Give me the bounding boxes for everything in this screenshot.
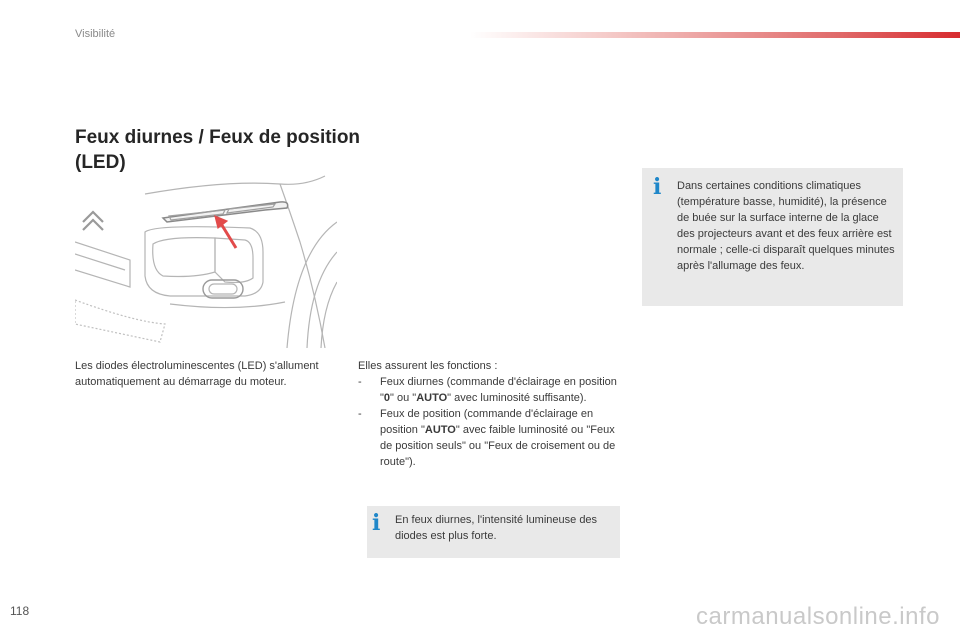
pointer-arrow-head — [215, 216, 227, 228]
watermark: carmanualsonline.info — [696, 603, 940, 630]
pointer-arrow-icon — [220, 222, 236, 248]
text-part: " ou " — [390, 392, 417, 404]
bold-part: AUTO — [424, 424, 456, 436]
functions-list — [358, 358, 618, 470]
text-part: " avec luminosité suffisante). — [447, 392, 587, 404]
text-part: " avec faible luminosité ou "Feux de position seuls" ou "Feux de croisement ou de route"). — [380, 424, 616, 468]
lower-air-intake — [75, 300, 165, 342]
text-part: Feux de position (commande d'éclairage en position " — [380, 408, 594, 436]
info-box-condensation — [642, 168, 903, 306]
function-item-position — [358, 406, 618, 470]
car-front-led-illustration — [75, 172, 337, 348]
info-icon: i — [653, 174, 662, 200]
functions-intro: Elles assurent les fonctions : — [358, 360, 498, 372]
function-text — [380, 374, 618, 406]
grille-left — [75, 242, 130, 287]
headlight-inner — [153, 238, 215, 277]
bumper-line — [170, 302, 285, 308]
text-part: Feux diurnes (commande d'éclairage en position " — [380, 376, 617, 404]
chevron-logo-icon — [83, 212, 103, 230]
info-text: Dans certaines conditions climatiques (température basse, humidité), la présence de buée sur la surface interne de la glace des projecteurs avant et des feux arrière est normale ; celle-ci disparaît quelques minutes après l'allumage des feux. — [677, 180, 895, 272]
page-number: 118 — [10, 604, 30, 618]
section-label: Visibilité — [75, 28, 116, 40]
list-dash: - — [358, 408, 362, 420]
bold-part: 0 — [383, 392, 391, 404]
info-text: En feux diurnes, l'intensité lumineuse des diodes est plus forte. — [395, 514, 598, 542]
bold-part: AUTO — [416, 392, 448, 404]
function-text — [380, 406, 618, 470]
info-box-daytime — [367, 506, 620, 558]
led-description: Les diodes électroluminescentes (LED) s'allument automatiquement au démarrage du moteur. — [75, 360, 319, 388]
hood-line — [145, 176, 325, 194]
page-title: Feux diurnes / Feux de position (LED) — [75, 127, 361, 173]
function-item-daytime — [358, 374, 618, 406]
list-dash: - — [358, 376, 362, 388]
header-accent-bar — [470, 32, 960, 38]
info-icon: i — [372, 510, 381, 536]
fog-lamp-inner — [209, 284, 237, 294]
